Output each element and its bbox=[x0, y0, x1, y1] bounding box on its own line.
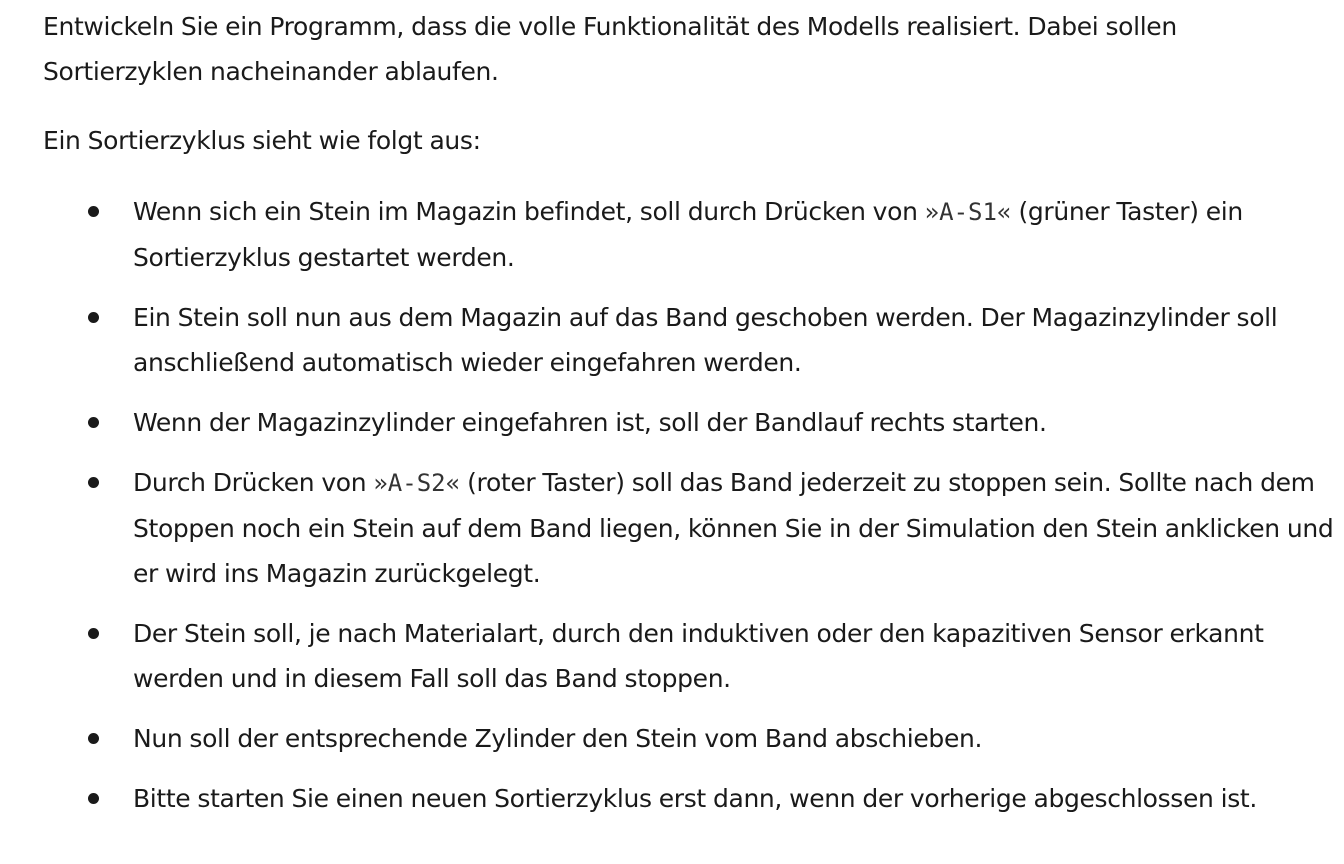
bullet-icon bbox=[88, 793, 99, 804]
step-text: Ein Stein soll nun aus dem Magazin auf das Band geschoben werden. Der Magazinzylinder soll anschließend automatisch wieder eingefahren werden. bbox=[133, 303, 1278, 377]
bullet-icon bbox=[88, 417, 99, 428]
bullet-icon bbox=[88, 312, 99, 323]
bullet-icon bbox=[88, 477, 99, 488]
button-code-a-s1: »A-S1« bbox=[924, 198, 1012, 226]
step-text: (grüner Taster) ein Sortierzyklus gestartet werden. bbox=[133, 197, 1243, 272]
list-item-step-6 bbox=[43, 716, 1338, 761]
step-text: Wenn der Magazinzylinder eingefahren ist, soll der Bandlauf rechts starten. bbox=[133, 408, 1047, 437]
bullet-icon bbox=[88, 733, 99, 744]
list-item-step-3 bbox=[43, 400, 1338, 445]
sort-cycle-steps-list bbox=[43, 189, 1338, 821]
step-text: Der Stein soll, je nach Materialart, durch den induktiven oder den kapazitiven Sensor erkannt werden und in diesem Fall soll das Band stoppen. bbox=[133, 619, 1264, 693]
intro-paragraph: Entwickeln Sie ein Programm, dass die volle Funktionalität des Modells realisiert. Dabei sollen Sortierzyklen nacheinander ablaufen. bbox=[43, 12, 1177, 86]
list-item-step-1 bbox=[43, 189, 1338, 280]
list-item-step-5 bbox=[43, 611, 1338, 701]
step-text: Bitte starten Sie einen neuen Sortierzyklus erst dann, wenn der vorherige abgeschlossen ist. bbox=[133, 784, 1257, 813]
list-item-step-4 bbox=[43, 460, 1338, 596]
step-text: Nun soll der entsprechende Zylinder den Stein vom Band abschieben. bbox=[133, 724, 983, 753]
bullet-icon bbox=[88, 206, 99, 217]
cycle-intro-paragraph: Ein Sortierzyklus sieht wie folgt aus: bbox=[43, 126, 481, 155]
bullet-icon bbox=[88, 628, 99, 639]
step-text: Wenn sich ein Stein im Magazin befindet, soll durch Drücken von bbox=[133, 197, 918, 226]
document-body bbox=[43, 4, 1338, 836]
list-item-step-2 bbox=[43, 295, 1338, 385]
list-item-step-7 bbox=[43, 776, 1338, 821]
step-text: (roter Taster) soll das Band jederzeit zu stoppen sein. Sollte nach dem Stoppen noch ein Stein auf dem Band liegen, können Sie in der Simulation den Stein anklicken und er wird ins Magazin zurückgelegt. bbox=[133, 468, 1334, 588]
button-code-a-s2: »A-S2« bbox=[373, 469, 461, 497]
step-text: Durch Drücken von bbox=[133, 468, 367, 497]
